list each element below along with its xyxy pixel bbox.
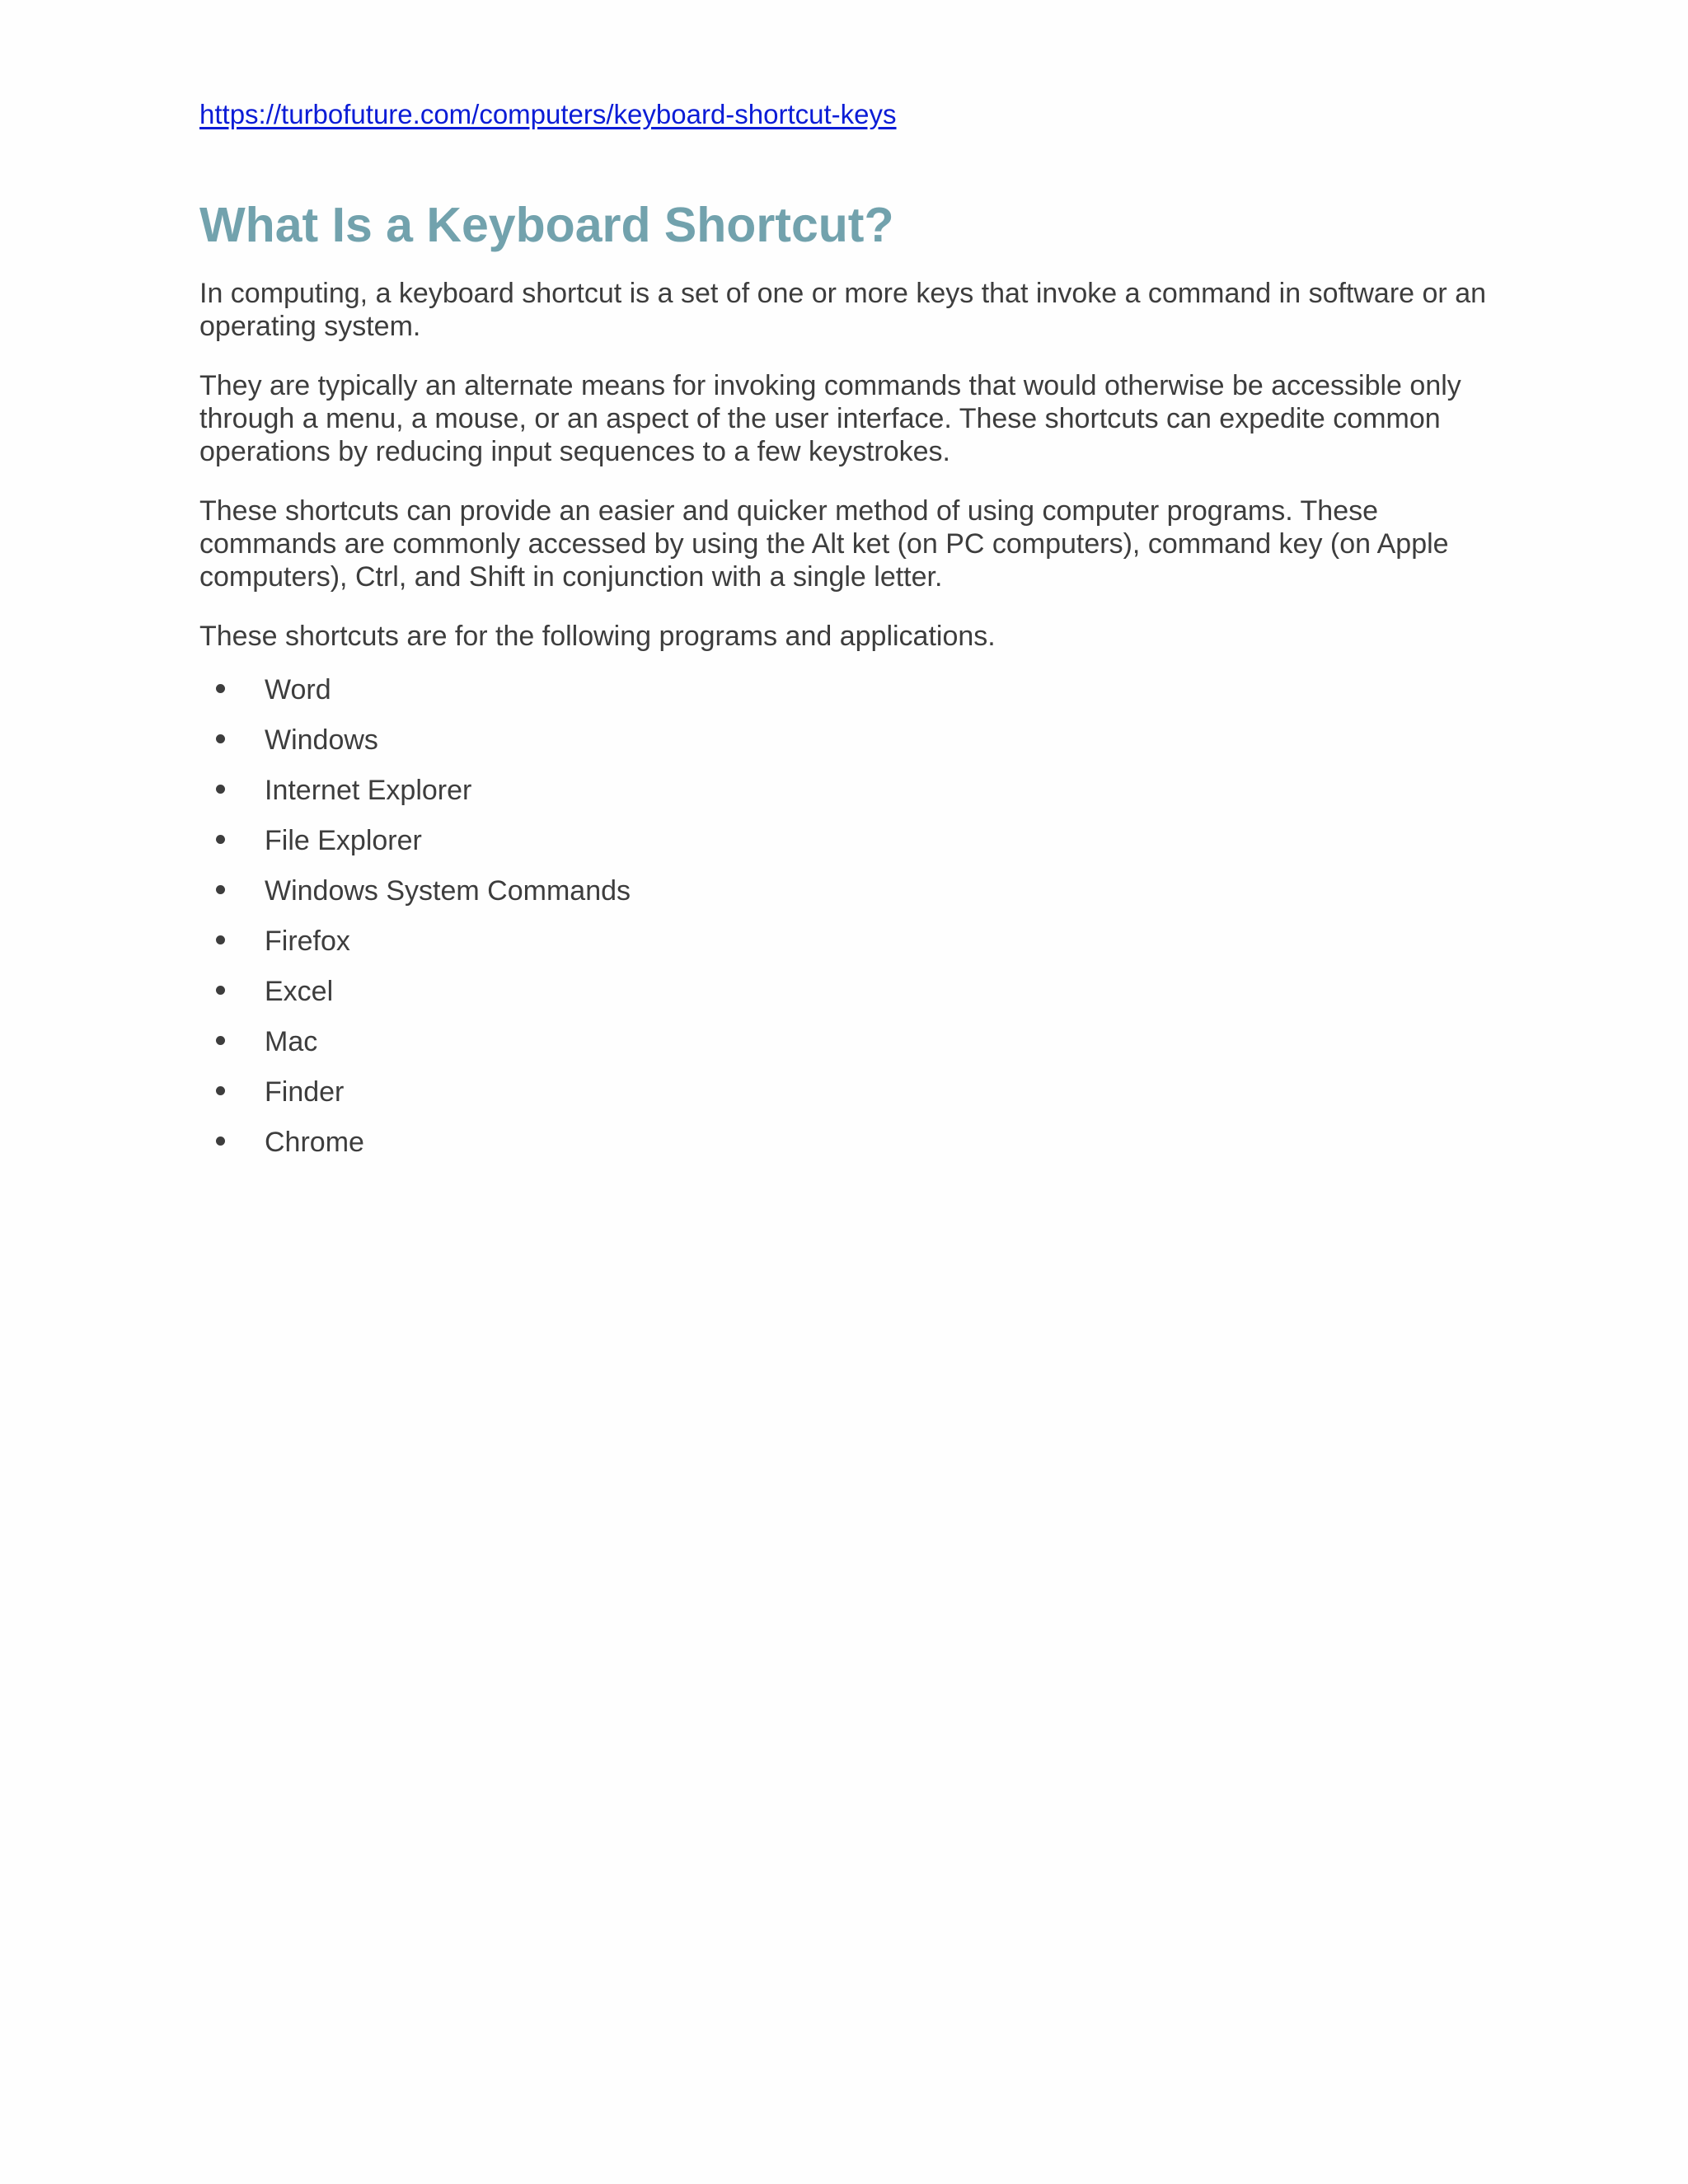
list-item-label: Windows (265, 724, 378, 756)
bullet-icon (216, 885, 225, 894)
bullet-icon (216, 785, 225, 794)
bullet-icon (216, 734, 225, 743)
list-item-label: Windows System Commands (265, 875, 631, 907)
list-item (199, 1076, 1493, 1126)
list-item-label: File Explorer (265, 825, 422, 856)
methods-paragraph: These shortcuts can provide an easier and quicker method of using computer programs. These commands are commonly accessed by using the Alt ket (on PC computers), command key (on Apple computers), Ctrl, and Shift in conjunction with a single letter. (199, 495, 1449, 593)
list-item (199, 1126, 1493, 1176)
list-item (199, 1025, 1493, 1076)
bullet-icon (216, 684, 225, 693)
bullet-icon (216, 1137, 225, 1146)
applications-list (199, 673, 1493, 1176)
list-item (199, 824, 1493, 874)
list-item (199, 874, 1493, 925)
intro-paragraph: In computing, a keyboard shortcut is a set of one or more keys that invoke a command in software or an operating system. (199, 278, 1487, 342)
bullet-icon (216, 1086, 225, 1095)
list-item-label: Chrome (265, 1127, 364, 1158)
document-content (199, 96, 1493, 1176)
list-item-label: Internet Explorer (265, 775, 472, 806)
list-item (199, 925, 1493, 975)
list-item (199, 724, 1493, 774)
list-item-label: Word (265, 674, 331, 705)
list-item (199, 975, 1493, 1025)
list-item-label: Finder (265, 1076, 345, 1108)
bullet-icon (216, 1036, 225, 1045)
bullet-icon (216, 835, 225, 844)
bullet-icon (216, 986, 225, 995)
page-title: What Is a Keyboard Shortcut? (199, 198, 894, 252)
list-item-label: Excel (265, 976, 334, 1007)
usage-paragraph: They are typically an alternate means for invoking commands that would otherwise be accessible only through a menu, a mouse, or an aspect of the user interface. These shortcuts can expedite common operations by reducing input sequences to a few keystrokes. (199, 370, 1461, 467)
source-url-link[interactable]: https://turbofuture.com/computers/keyboard-shortcut-keys (199, 99, 897, 129)
list-item (199, 774, 1493, 824)
applications-intro-paragraph: These shortcuts are for the following programs and applications. (199, 621, 996, 652)
list-item-label: Mac (265, 1026, 318, 1057)
bullet-icon (216, 935, 225, 944)
list-item (199, 673, 1493, 724)
list-item-label: Firefox (265, 926, 350, 957)
